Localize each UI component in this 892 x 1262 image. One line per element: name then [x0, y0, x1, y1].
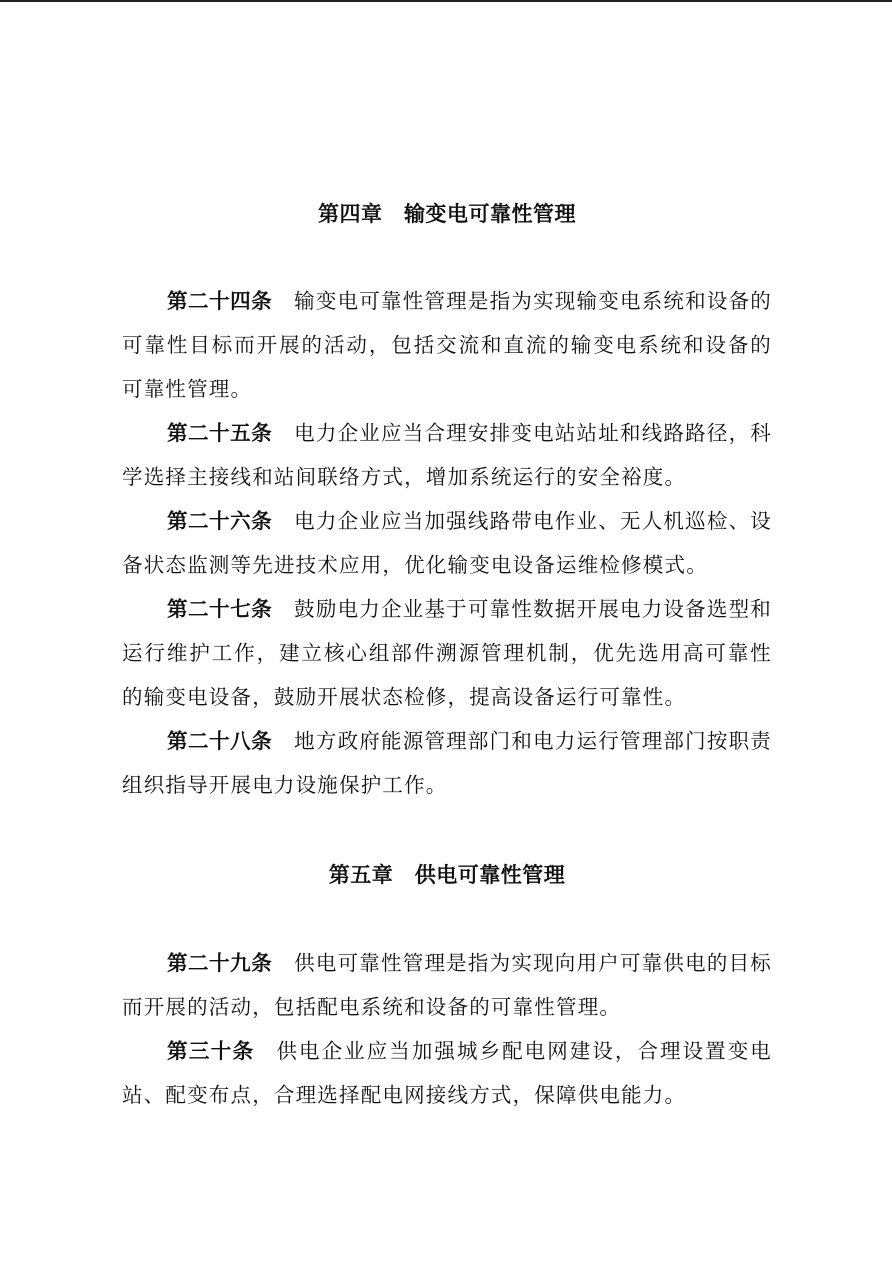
- chapter-4-title: 第四章 输变电可靠性管理: [318, 202, 576, 226]
- article-26: [122, 499, 772, 587]
- article-28: [122, 719, 772, 807]
- article-25-number: 第二十五条: [167, 421, 273, 445]
- article-24-number: 第二十四条: [167, 289, 273, 313]
- article-25-text: 电力企业应当合理安排变电站站址和线路路径，科学选择主接线和站间联络方式，增加系统运行的安全裕度。: [122, 421, 773, 489]
- article-30-text: 供电企业应当加强城乡配电网建设，合理设置变电站、配变布点，合理选择配电网接线方式，保障供电能力。: [122, 1039, 773, 1107]
- article-27-number: 第二十七条: [167, 597, 273, 621]
- article-26-text: 电力企业应当加强线路带电作业、无人机巡检、设备状态监测等先进技术应用，优化输变电设备运维检修模式。: [122, 509, 773, 577]
- article-28-text: 地方政府能源管理部门和电力运行管理部门按职责组织指导开展电力设施保护工作。: [122, 729, 773, 797]
- article-24-text: 输变电可靠性管理是指为实现输变电系统和设备的可靠性目标而开展的活动，包括交流和直流的输变电系统和设备的可靠性管理。: [122, 289, 773, 401]
- chapter-5-title: 第五章 供电可靠性管理: [328, 863, 566, 887]
- article-30: [122, 1029, 772, 1117]
- article-24: [122, 279, 772, 411]
- article-29: [122, 941, 772, 1029]
- article-27-text: 鼓励电力企业基于可靠性数据开展电力设备选型和运行维护工作，建立核心组部件溯源管理机制，优先选用高可靠性的输变电设备，鼓励开展状态检修，提高设备运行可靠性。: [122, 597, 773, 709]
- article-29-text: 供电可靠性管理是指为实现向用户可靠供电的目标而开展的活动，包括配电系统和设备的可靠性管理。: [122, 951, 773, 1019]
- article-30-number: 第三十条: [167, 1039, 255, 1063]
- article-25: [122, 411, 772, 499]
- article-27: [122, 587, 772, 719]
- article-28-number: 第二十八条: [167, 729, 273, 753]
- article-26-number: 第二十六条: [167, 509, 273, 533]
- article-29-number: 第二十九条: [167, 951, 273, 975]
- top-border-line: [0, 0, 892, 2]
